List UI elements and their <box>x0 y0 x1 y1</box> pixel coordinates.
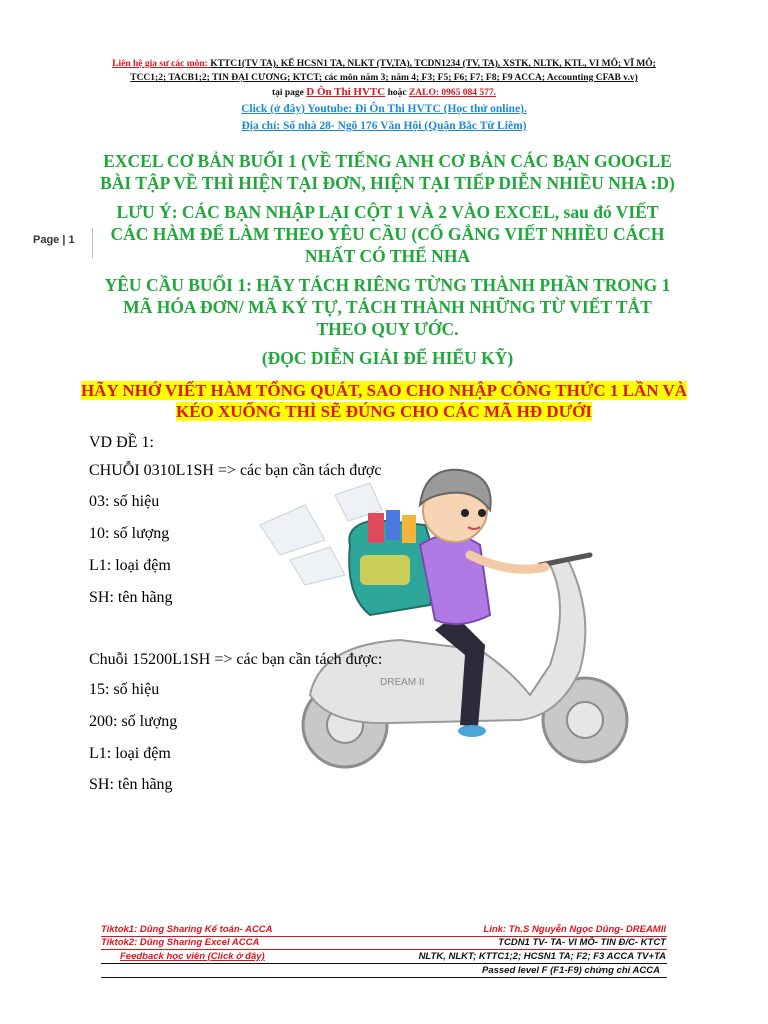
list-item: L1: loại đệm <box>89 557 171 574</box>
chain2-statement: Chuỗi 15200L1SH => các bạn cần tách được: <box>89 651 383 668</box>
page-number-divider <box>92 228 93 258</box>
shoe <box>458 725 486 737</box>
address-link[interactable]: Địa chỉ: Số nhà 28- Ngõ 176 Văn Hội (Quận Bắc Từ Liêm) <box>241 120 527 132</box>
footer-acca-passed: Passed level F (F1-F9) chứng chỉ ACCA <box>482 965 660 976</box>
contact-prefix: Liên hệ gia sư các môn: <box>112 59 211 69</box>
list-item: 200: số lượng <box>89 713 178 730</box>
list-item: SH: tên hãng <box>89 589 173 606</box>
page-or: hoặc <box>385 88 409 98</box>
girl-on-scooter-illustration <box>250 455 690 785</box>
list-item: SH: tên hãng <box>89 776 173 793</box>
paper-icon <box>290 547 345 585</box>
list-item: 03: số hiệu <box>89 493 160 510</box>
title-requirement: YÊU CẦU BUỔI 1: HÃY TÁCH RIÊNG TỪNG THÀNH PHẦN TRONG 1 MÃ HÓA ĐƠN/ MÃ KÝ TỰ, TÁCH THÀNH NHỮNG TỪ VIẾT TẮT THEO QUY ƯỚC. <box>104 275 671 339</box>
contact-subjects-1: KTTC1(TV TA), KẾ HCSN1 TA, NLKT (TV,TA), TCDN1234 (TV, TA), XSTK, NLTK, KTL, VI MÔ; VĨ MÔ; <box>210 59 656 69</box>
title-read-explanation: (ĐỌC DIỄN GIẢI ĐỂ HIỂU KỸ) <box>261 348 514 368</box>
footer-rule-3 <box>101 963 667 964</box>
feedback-link[interactable]: Feedback học viên (Click ở đây) <box>120 951 265 962</box>
scooter-plate: DREAM II <box>380 677 425 688</box>
paper-icon <box>260 505 325 555</box>
example-heading: VD ĐỀ 1: <box>89 434 154 451</box>
chain1-statement: CHUỖI 0310L1SH => các bạn cần tách được <box>89 462 382 479</box>
tiktok2-link[interactable]: Tiktok2: Dũng Sharing Excel ACCA <box>101 937 260 948</box>
list-item: 10: số lượng <box>89 525 170 542</box>
footer-subjects-2: NLTK, NLKT; KTTC1;2; HCSN1 TA; F2; F3 ACCA TV+TA <box>418 951 666 962</box>
tiktok1-link[interactable]: Tiktok1: Dũng Sharing Kế toán- ACCA <box>101 924 273 935</box>
facebook-page-link[interactable]: D Ôn Thi HVTC <box>306 86 386 98</box>
contact-page-line <box>0 86 768 100</box>
contact-line-1 <box>0 58 768 71</box>
page-prefix: tại page <box>271 88 307 98</box>
title-lesson: EXCEL CƠ BẢN BUỔI 1 (VỀ TIẾNG ANH CƠ BẢN CÁC BẠN GOOGLE BÀI TẬP VỀ THÌ HIỆN TẠI ĐƠN, HIỆN TẠI TIẾP DIỄN NHIỀU NHA :D) <box>100 151 675 193</box>
footer-subjects-1: TCDN1 TV- TA- VI MÔ- TIN Đ/C- KTCT <box>498 937 666 948</box>
zalo-contact[interactable]: ZALO: 0965 084 577. <box>408 88 497 98</box>
youtube-link[interactable]: Click (ở đây) Youtube: Đi Ôn Thi HVTC (Học thử online). <box>241 103 527 115</box>
list-item: L1: loại đệm <box>89 745 171 762</box>
highlight-line-2: KÉO XUỐNG THÌ SẼ ĐÚNG CHO CÁC MÃ HĐ DƯỚI <box>175 402 593 421</box>
footer-rule-2 <box>101 949 667 950</box>
footer-rule-4 <box>101 977 667 978</box>
contact-subjects-2: TCC1;2; TACB1;2; TIN ĐẠI CƯƠNG; KTCT; các môn năm 3; năm 4; F3; F5; F6; F7; F8; F9 ACCA; Accounting CFAB v.v) <box>130 73 638 83</box>
torso <box>420 535 490 624</box>
page-number: Page | 1 <box>33 234 75 246</box>
list-item: 15: số hiệu <box>89 681 160 698</box>
highlight-reminder <box>0 380 768 422</box>
title-note: LƯU Ý: CÁC BẠN NHẬP LẠI CỘT 1 VÀ 2 VÀO EXCEL, sau đó VIẾT CÁC HÀM ĐỂ LÀM THEO YÊU CẦU (CỐ GẮNG VIẾT NHIỀU CÁCH NHẤT CÓ THỂ NHA <box>110 202 665 266</box>
highlight-line-1: HÃY NHỚ VIẾT HÀM TỔNG QUÁT, SAO CHO NHẬP CÔNG THỨC 1 LẦN VÀ <box>80 381 688 400</box>
teacher-link[interactable]: Link: Th.S Nguyễn Ngọc Dũng- DREAMII <box>483 924 666 935</box>
